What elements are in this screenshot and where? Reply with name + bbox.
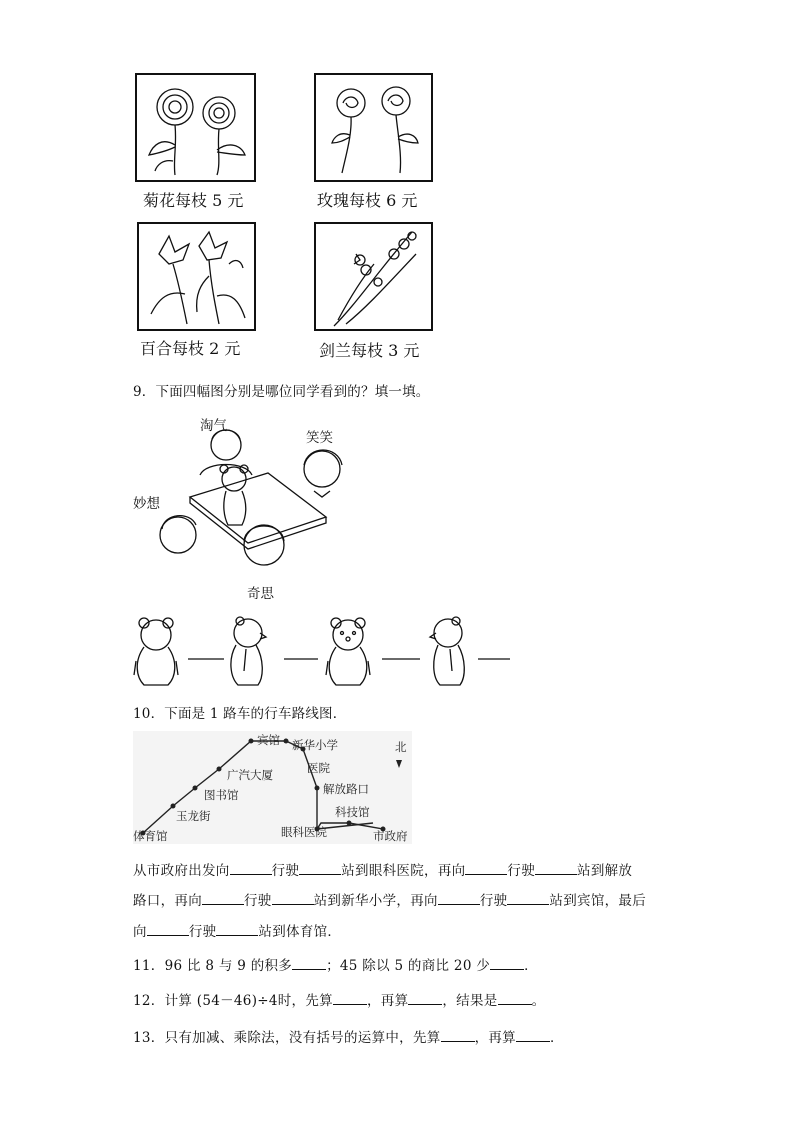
answer-blank[interactable] (490, 957, 524, 970)
question-10-line-1: 从市政府出发向 行驶 站到眼科医院，再向 行驶 站到解放 (133, 863, 633, 879)
question-11: 11．96 比 8 与 9 的积多 ；45 除以 5 的商比 20 少 ． (133, 958, 538, 974)
answer-blank[interactable] (299, 862, 341, 875)
question-10-line-3: 向 行驶 站到体育馆． (133, 924, 342, 940)
north-arrow-icon (396, 760, 402, 768)
student-name-xiaoxiao: 笑笑 (306, 430, 333, 446)
question-10-prompt: 10．下面是 1 路车的行车路线图． (133, 706, 347, 722)
answer-blank[interactable] (438, 892, 480, 905)
lily-picture (137, 222, 256, 331)
answer-blank[interactable] (465, 862, 507, 875)
station-tushuguan: 图书馆 (204, 788, 239, 802)
station-xinhua: 新华小学 (292, 738, 338, 752)
gladiolus-icon (316, 224, 431, 329)
station-shizhengfu: 市政府 (373, 829, 408, 843)
station-guangqi: 广汽大厦 (227, 768, 273, 782)
flower-caption: 剑兰每枝 3 元 (319, 341, 420, 360)
observation-scene (150, 425, 370, 580)
bus-route-map (133, 731, 412, 844)
flower-caption: 菊花每枝 5 元 (143, 191, 244, 210)
station-keji: 科技馆 (335, 805, 370, 819)
student-name-taoqi: 淘气 (200, 418, 227, 434)
station-tiyuguan: 体育馆 (133, 829, 168, 843)
answer-blank[interactable] (272, 892, 314, 905)
answer-blank[interactable] (216, 923, 258, 936)
chrysanthemum-picture (135, 73, 256, 182)
station-binguan: 宾馆 (257, 733, 280, 747)
answer-blank[interactable] (498, 992, 532, 1005)
lily-icon (139, 224, 254, 329)
answer-blank[interactable] (202, 892, 244, 905)
answer-blank[interactable] (333, 992, 367, 1005)
bear-front-view-icon (326, 618, 370, 685)
answer-blank[interactable] (230, 862, 272, 875)
question-13: 13．只有加减、乘除法，没有括号的运算中，先算 ，再算 ． (133, 1030, 564, 1046)
bear-side-view-icon (231, 617, 266, 685)
chrysanthemum-icon (137, 75, 254, 180)
station-jiefang: 解放路口 (323, 782, 369, 796)
bear-side-view-icon (430, 617, 464, 685)
question-12: 12．计算 (54－46)÷4时，先算 ，再算 ，结果是 。 (133, 993, 546, 1009)
flower-caption: 百合每枝 2 元 (140, 339, 241, 358)
student-name-miaoxiang: 妙想 (133, 496, 160, 512)
gladiolus-picture (314, 222, 433, 331)
rose-picture (314, 73, 433, 182)
question-10-line-2: 路口，再向 行驶 站到新华小学，再向 行驶 站到宾馆，最后 (133, 893, 647, 909)
question-9-prompt: 9．下面四幅图分别是哪位同学看到的？填一填。 (133, 384, 430, 400)
station-yanke: 眼科医院 (281, 825, 327, 839)
rose-icon (316, 75, 431, 180)
station-yiyuan: 医院 (307, 761, 330, 775)
answer-blank[interactable] (441, 1029, 475, 1042)
bear-view-row (132, 615, 512, 690)
answer-blank[interactable] (292, 957, 326, 970)
answer-blank[interactable] (535, 862, 577, 875)
north-label: 北 (395, 740, 407, 754)
station-yulong: 玉龙街 (176, 809, 211, 823)
student-name-qisi: 奇思 (247, 586, 274, 602)
answer-blank[interactable] (408, 992, 442, 1005)
flower-caption: 玫瑰每枝 6 元 (317, 191, 418, 210)
bear-back-view-icon (134, 618, 178, 685)
answer-blank[interactable] (516, 1029, 550, 1042)
answer-blank[interactable] (507, 892, 549, 905)
answer-blank[interactable] (147, 923, 189, 936)
